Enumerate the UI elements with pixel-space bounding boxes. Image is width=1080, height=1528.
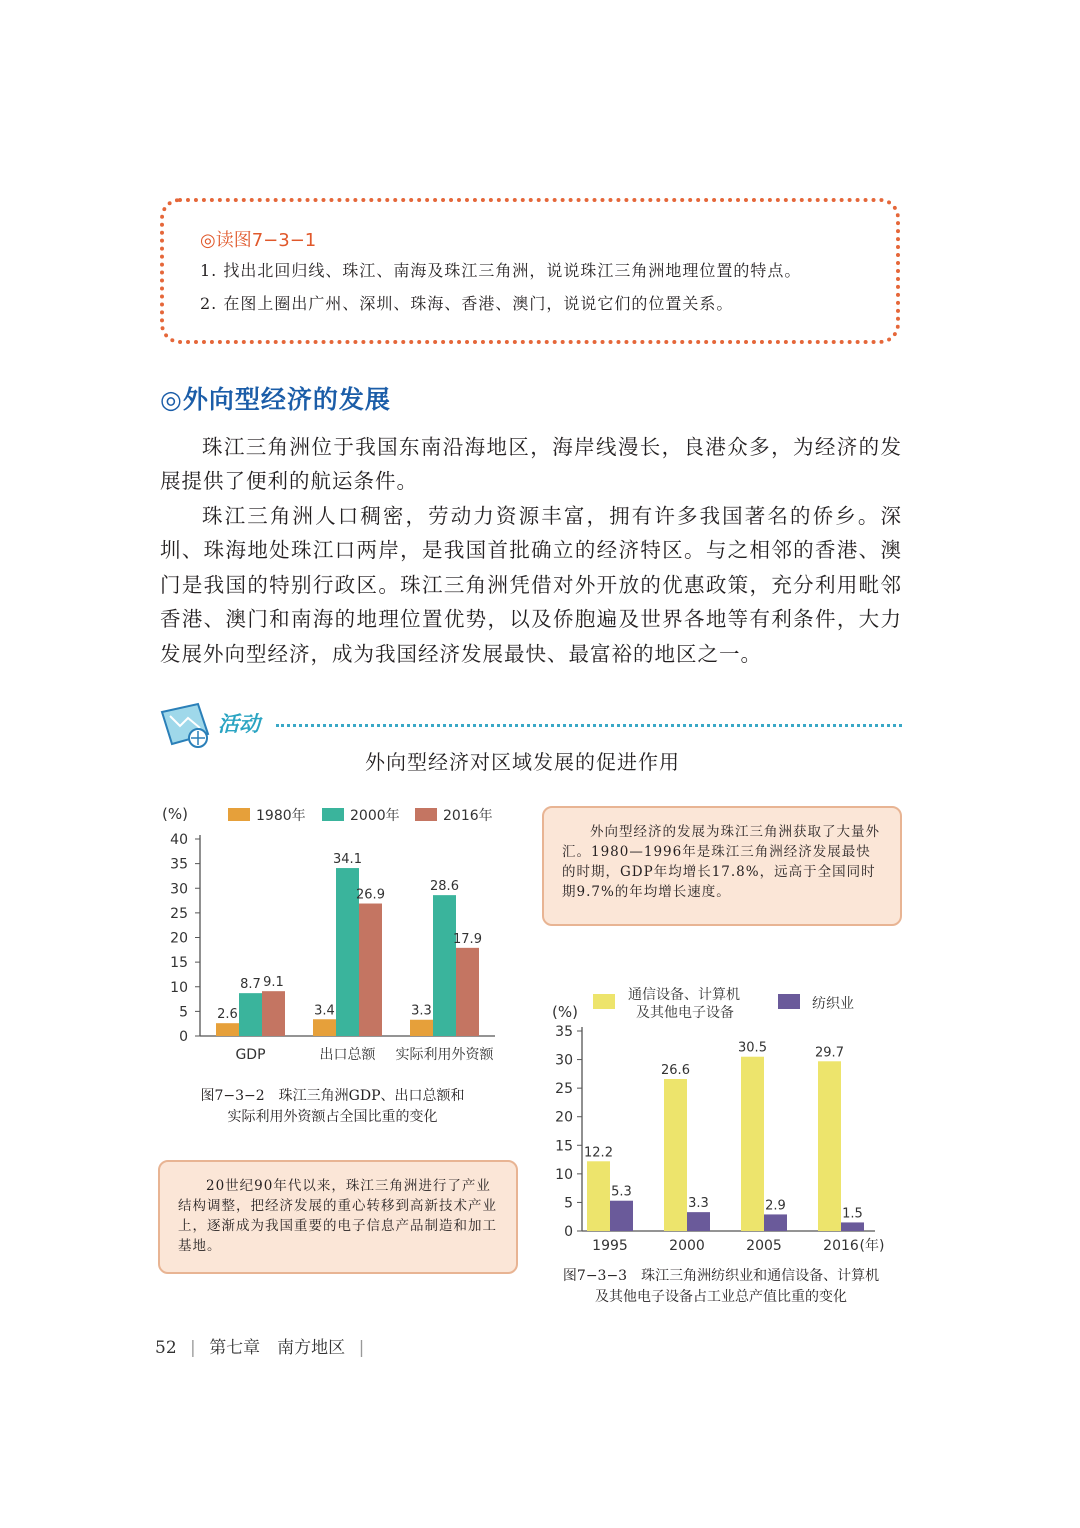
bar-value-label: 3.4 [314, 1003, 335, 1019]
x-category-label: 2000 [669, 1238, 705, 1254]
bar-value-label: 17.9 [453, 931, 482, 947]
legend-label: 1980年 [256, 808, 306, 824]
legend-label: 纺织业 [812, 996, 854, 1012]
bar [687, 1212, 710, 1231]
bar-value-label: 30.5 [738, 1040, 767, 1056]
y-tick-label: 15 [555, 1138, 573, 1155]
y-axis-unit: (%) [162, 805, 188, 823]
bar [664, 1079, 687, 1231]
legend-label: 2000年 [350, 808, 400, 824]
bar [216, 1023, 239, 1036]
bar-value-label: 12.2 [584, 1145, 613, 1161]
bar [410, 1020, 433, 1036]
caption-line: 图7−3−3 珠江三角洲纺织业和通信设备、计算机 [562, 1268, 880, 1284]
y-tick-label: 25 [170, 905, 188, 922]
y-tick-label: 15 [170, 955, 188, 972]
bar [456, 948, 479, 1036]
y-tick-label: 5 [179, 1004, 188, 1021]
caption-line: 实际利用外资额占全国比重的变化 [227, 1109, 438, 1125]
y-tick-label: 10 [555, 1166, 573, 1183]
bar [262, 991, 285, 1036]
y-tick-label: 30 [170, 881, 188, 898]
chart-industry-share [540, 975, 910, 1260]
note-foreign-exchange [542, 806, 902, 926]
bar-value-label: 2.6 [217, 1007, 238, 1023]
y-tick-label: 0 [564, 1224, 573, 1240]
bar [818, 1061, 841, 1231]
bar-value-label: 26.6 [661, 1063, 690, 1078]
bar [313, 1019, 336, 1036]
reading-question-1: 1. 找出北回归线、珠江、南海及珠江三角洲，说说珠江三角洲地理位置的特点。 [200, 261, 802, 280]
bar-value-label: 29.7 [815, 1045, 844, 1061]
paragraph-2: 珠江三角洲人口稠密，劳动力资源丰富，拥有许多我国著名的侨乡。深圳、珠海地处珠江口两岸，是我国首批确立的经济特区。与之相邻的香港、澳门是我国的特别行政区。珠江三角洲凭借对外开放的优惠政策，充分利用毗邻香港、澳门和南海的地理位置优势，以及侨胞遍及世界各地等有利条件，大力发展外向型经济，成为我国经济发展最快、最富裕的地区之一。 [160, 504, 902, 666]
y-tick-label: 10 [170, 979, 188, 996]
bar-value-label: 8.7 [240, 977, 261, 993]
x-category-label: 实际利用外资额 [395, 1047, 494, 1063]
legend-swatch [415, 808, 437, 821]
activity-title: 外向型经济对区域发展的促进作用 [365, 750, 680, 774]
bar [741, 1057, 764, 1231]
bar-value-label: 3.3 [688, 1196, 709, 1212]
bar [610, 1201, 633, 1231]
activity-label: 活动 [218, 712, 260, 736]
legend-label: 通信设备、计算机 [628, 987, 740, 1003]
paragraph-1: 珠江三角洲位于我国东南沿海地区，海岸线漫长，良港众多，为经济的发展提供了便利的航运条件。 [160, 435, 902, 494]
reading-question-2: 2. 在图上圈出广州、深圳、珠海、香港、澳门，说说它们的位置关系。 [200, 294, 734, 313]
legend-swatch [228, 808, 250, 821]
note-industrial-restructuring [158, 1160, 518, 1274]
activity-map-icon [158, 700, 214, 748]
bar [764, 1214, 787, 1231]
bar-value-label: 1.5 [842, 1206, 863, 1222]
figure-7-3-3-caption [540, 1266, 902, 1308]
bar [587, 1161, 610, 1231]
legend-swatch [778, 994, 800, 1009]
caption-line: 及其他电子设备占工业总产值比重的变化 [595, 1289, 847, 1305]
y-tick-label: 30 [555, 1052, 573, 1069]
bar [239, 993, 262, 1036]
x-category-label: 2016 [823, 1238, 859, 1254]
bar-value-label: 34.1 [333, 852, 362, 868]
y-tick-label: 35 [555, 1024, 573, 1040]
bar-value-label: 2.9 [765, 1198, 786, 1214]
x-category-label: 2005 [746, 1238, 782, 1254]
legend-label: 2016年 [443, 808, 493, 824]
y-axis-unit: (%) [552, 1003, 578, 1021]
x-category-label: GDP [235, 1047, 266, 1063]
x-axis-unit: (年) [859, 1238, 885, 1254]
caption-line: 图7−3−2 珠江三角洲GDP、出口总额和 [200, 1088, 465, 1104]
y-tick-label: 35 [170, 856, 188, 873]
section-title: ◎外向型经济的发展 [160, 385, 391, 414]
bar-value-label: 28.6 [430, 879, 459, 895]
figure-7-3-2-caption [160, 1086, 505, 1128]
page-number: 52 [155, 1338, 177, 1358]
y-tick-label: 20 [555, 1109, 573, 1126]
reading-box-title: ◎读图7−3−1 [200, 230, 317, 251]
y-tick-label: 20 [170, 930, 188, 947]
bar [841, 1222, 864, 1231]
legend-swatch [322, 808, 344, 821]
note-text: 20世纪90年代以来，珠江三角洲进行了产业结构调整，把经济发展的重心转移到高新技术产业上，逐渐成为我国重要的电子信息产品制造和加工基地。 [178, 1178, 497, 1254]
bar [359, 904, 382, 1036]
chart-share-of-national [150, 795, 520, 1080]
bar-value-label: 26.9 [356, 887, 385, 903]
activity-divider [276, 724, 902, 727]
bar-value-label: 9.1 [263, 975, 284, 991]
page-footer: 52 | 第七章 南方地区 | [155, 1338, 365, 1358]
y-tick-label: 40 [170, 832, 188, 848]
note-text: 外向型经济的发展为珠江三角洲获取了大量外汇。1980—1996年是珠江三角洲经济发展最快的时期，GDP年均增长17.8%，远高于全国同时期9.7%的年均增长速度。 [562, 824, 880, 900]
x-category-label: 出口总额 [319, 1047, 376, 1063]
x-category-label: 1995 [592, 1238, 628, 1254]
y-tick-label: 5 [564, 1195, 573, 1212]
legend-swatch [593, 994, 615, 1009]
legend-label: 及其他电子设备 [636, 1005, 734, 1021]
y-tick-label: 0 [179, 1029, 188, 1045]
bar-value-label: 3.3 [411, 1003, 432, 1019]
bar [433, 895, 456, 1036]
y-tick-label: 25 [555, 1081, 573, 1098]
bar-value-label: 5.3 [611, 1184, 632, 1200]
chapter-title: 第七章 南方地区 [209, 1338, 346, 1358]
